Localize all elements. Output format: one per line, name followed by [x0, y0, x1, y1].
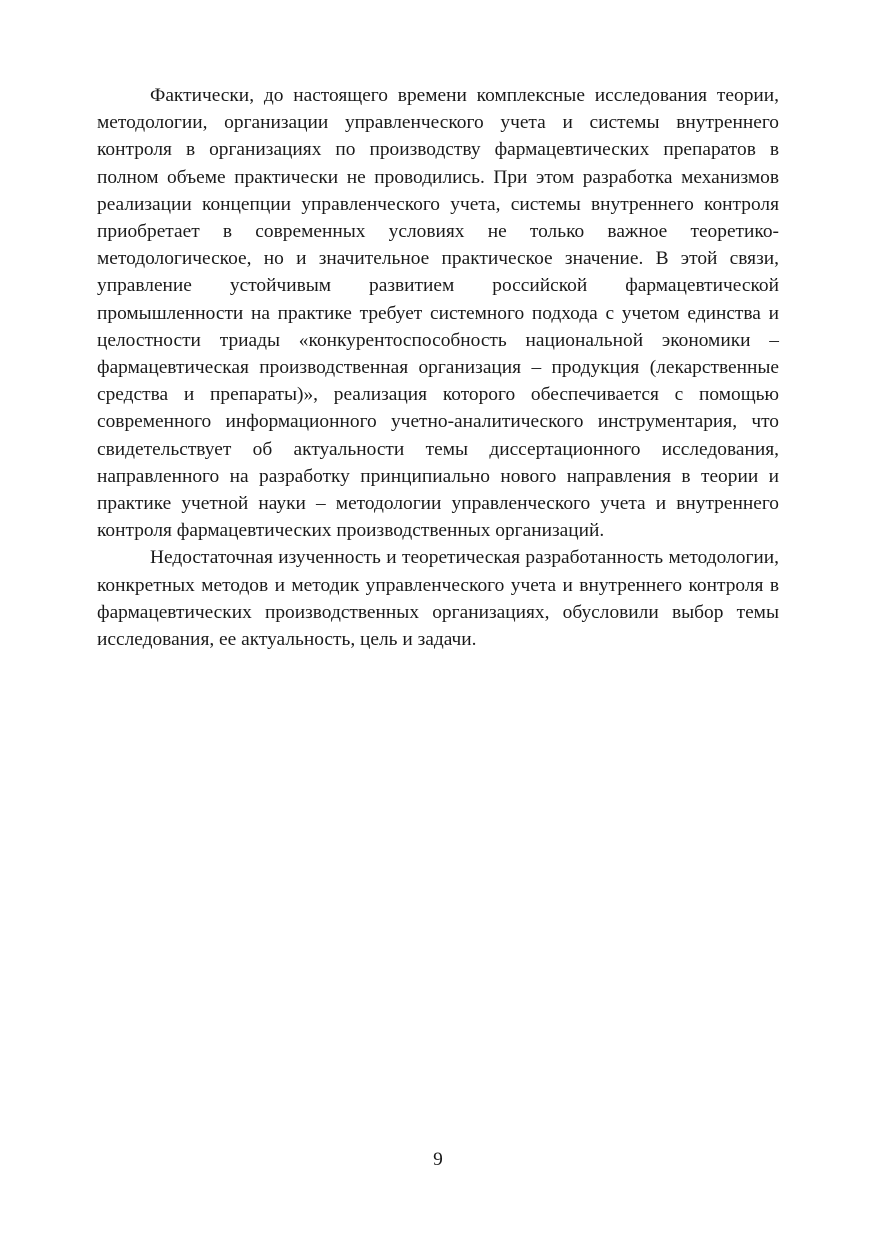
document-body [97, 82, 779, 653]
paragraph-2: Недостаточная изученность и теоретическая разработанность методологии, конкретных методов и методик управленческого учета и внутреннего контроля в фармацевтических производственных организациях, обусловили выбор темы исследования, ее актуальность, цель и задачи. [97, 547, 779, 651]
page-number: 9 [433, 1149, 443, 1170]
paragraph-1: Фактически, до настоящего времени комплексные исследования теории, методологии, организации управленческого учета и системы внутреннего контроля в организациях по производству фармацевтических препаратов в полном объеме практически не проводились. При этом разработка механизмов реализации концепции управленческого учета, системы внутреннего контроля приобретает в современных условиях не только важное теоретико-методологическое, но и значительное практическое значение. В этой связи, управление устойчивым развитием российской фармацевтической промышленности на практике требует системного подхода с учетом единства и целостности триады «конкурентоспособность национальной экономики – фармацевтическая производственная организация – продукция (лекарственные средства и препараты)», реализация которого обеспечивается с помощью современного информационного учетно-аналитического инструментария, что свидетельствует об актуальности темы диссертационного исследования, направленного на разработку принципиально нового направления в теории и практике учетной науки – методологии управленческого учета и внутреннего контроля фармацевтических производственных организаций. [97, 85, 779, 542]
